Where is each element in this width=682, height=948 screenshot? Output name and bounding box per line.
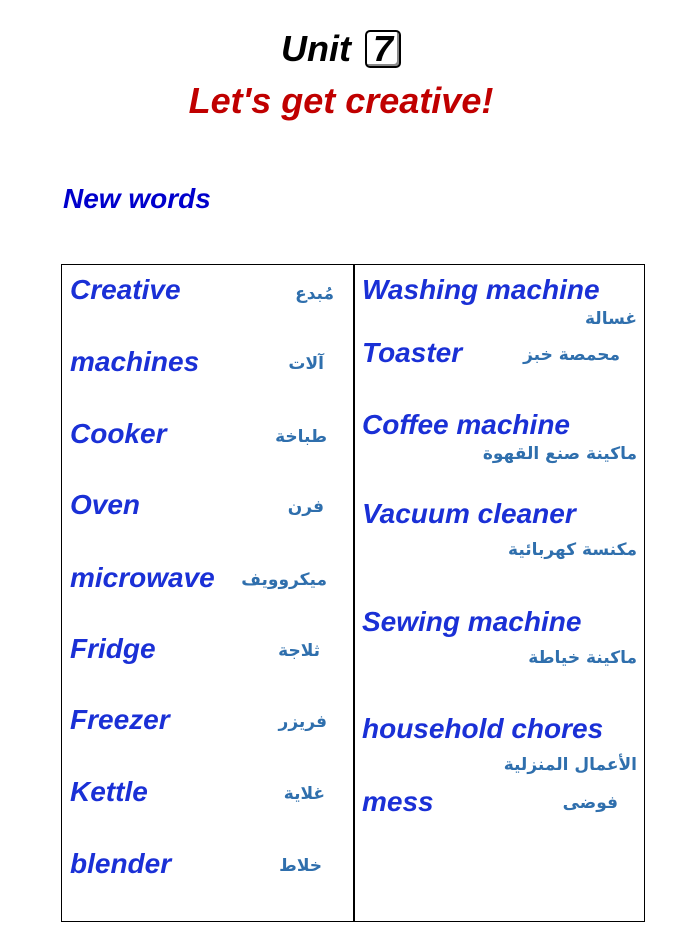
word-arabic: ماكينة خياطة	[528, 648, 637, 668]
word-arabic: خلاط	[279, 856, 322, 876]
word-english: machines	[70, 346, 200, 377]
word-arabic: ثلاجة	[278, 641, 320, 661]
word-arabic: غلاية	[283, 784, 325, 804]
unit-title: Let's get creative!	[188, 80, 494, 121]
word-english: Kettle	[70, 776, 148, 807]
word-arabic: فرن	[287, 497, 324, 517]
word-english: Coffee machine	[362, 409, 570, 440]
word-arabic: ميكروويف	[241, 570, 327, 590]
unit-number-box: 7	[365, 30, 401, 68]
word-english: Oven	[70, 489, 141, 520]
word-english: Creative	[70, 274, 181, 305]
word-arabic: ماكينة صنع القهوة	[482, 444, 637, 464]
word-arabic: آلات	[288, 354, 324, 374]
word-arabic: فوضى	[562, 793, 618, 813]
word-arabic: محمصة خبز	[523, 345, 620, 365]
word-english: mess	[362, 786, 434, 817]
word-english: Freezer	[70, 704, 170, 735]
word-english: Fridge	[70, 633, 156, 664]
word-english: Sewing machine	[362, 606, 582, 637]
unit-heading	[0, 28, 682, 70]
word-english: Toaster	[362, 337, 463, 368]
word-english: blender	[70, 848, 172, 879]
column-divider	[353, 264, 355, 922]
word-english: household chores	[362, 713, 604, 744]
word-arabic: غسالة	[585, 309, 637, 329]
word-arabic: الأعمال المنزلية	[503, 755, 637, 775]
word-english: Vacuum cleaner	[362, 498, 576, 529]
word-arabic: فريزر	[278, 712, 327, 732]
unit-label: Unit	[280, 28, 351, 69]
word-english: Washing machine	[362, 274, 600, 305]
word-arabic: مُبدع	[295, 284, 334, 304]
word-arabic: طباخة	[275, 427, 327, 447]
word-arabic: مكنسة كهربائية	[508, 540, 637, 560]
word-english: microwave	[70, 562, 215, 593]
word-english: Cooker	[70, 418, 167, 449]
section-title: New words	[63, 183, 211, 214]
